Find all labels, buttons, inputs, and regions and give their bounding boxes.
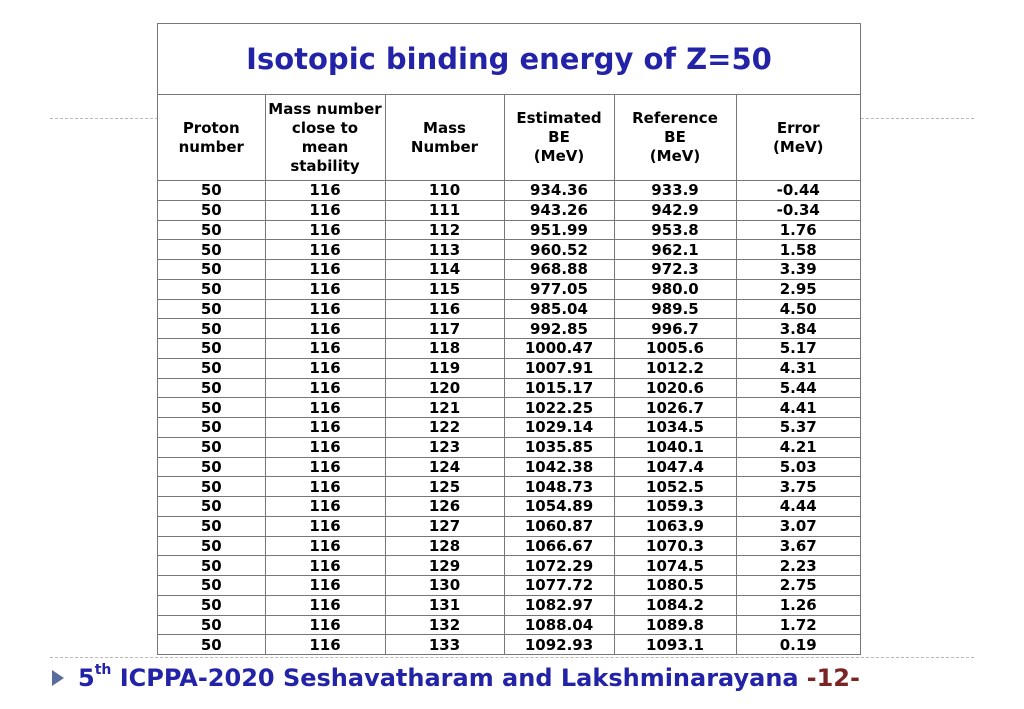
cell-proton-number: 50 [158, 556, 265, 576]
cell-mass-stability: 116 [265, 319, 385, 339]
cell-reference-be: 1012.2 [614, 358, 736, 378]
cell-reference-be: 1089.8 [614, 615, 736, 635]
cell-proton-number: 50 [158, 497, 265, 517]
cell-mass-stability: 116 [265, 279, 385, 299]
table-body [158, 181, 860, 655]
cell-estimated-be: 992.85 [504, 319, 614, 339]
cell-estimated-be: 1035.85 [504, 437, 614, 457]
cell-estimated-be: 1054.89 [504, 497, 614, 517]
cell-estimated-be: 1092.93 [504, 635, 614, 654]
cell-error: 4.44 [736, 497, 860, 517]
cell-error: 1.76 [736, 220, 860, 240]
cell-mass-number: 125 [385, 477, 504, 497]
header-reference-be: Reference BE (MeV) [614, 95, 736, 181]
cell-reference-be: 1020.6 [614, 378, 736, 398]
cell-reference-be: 1034.5 [614, 418, 736, 438]
cell-reference-be: 953.8 [614, 220, 736, 240]
cell-estimated-be: 985.04 [504, 299, 614, 319]
table-row [158, 576, 860, 596]
cell-proton-number: 50 [158, 398, 265, 418]
cell-estimated-be: 960.52 [504, 240, 614, 260]
page-number: -12- [806, 664, 860, 692]
cell-reference-be: 1080.5 [614, 576, 736, 596]
table-row [158, 299, 860, 319]
cell-proton-number: 50 [158, 339, 265, 359]
cell-mass-stability: 116 [265, 576, 385, 596]
cell-reference-be: 1047.4 [614, 457, 736, 477]
cell-mass-number: 133 [385, 635, 504, 654]
cell-mass-stability: 116 [265, 418, 385, 438]
cell-mass-stability: 116 [265, 181, 385, 201]
cell-estimated-be: 943.26 [504, 200, 614, 220]
cell-proton-number: 50 [158, 378, 265, 398]
data-table [158, 95, 860, 654]
cell-proton-number: 50 [158, 279, 265, 299]
cell-reference-be: 972.3 [614, 260, 736, 280]
table-row [158, 457, 860, 477]
header-error: Error (MeV) [736, 95, 860, 181]
table-row [158, 339, 860, 359]
table-row [158, 279, 860, 299]
cell-mass-stability: 116 [265, 595, 385, 615]
cell-mass-stability: 116 [265, 437, 385, 457]
cell-error: 2.75 [736, 576, 860, 596]
footer [52, 660, 860, 696]
cell-mass-number: 111 [385, 200, 504, 220]
cell-proton-number: 50 [158, 418, 265, 438]
cell-reference-be: 1059.3 [614, 497, 736, 517]
table-row [158, 536, 860, 556]
cell-mass-number: 114 [385, 260, 504, 280]
cell-reference-be: 1005.6 [614, 339, 736, 359]
cell-error: 4.31 [736, 358, 860, 378]
cell-mass-stability: 116 [265, 220, 385, 240]
cell-error: 5.44 [736, 378, 860, 398]
cell-error: 3.75 [736, 477, 860, 497]
cell-mass-number: 120 [385, 378, 504, 398]
cell-mass-number: 121 [385, 398, 504, 418]
cell-mass-stability: 116 [265, 516, 385, 536]
cell-mass-stability: 116 [265, 358, 385, 378]
cell-proton-number: 50 [158, 457, 265, 477]
cell-reference-be: 996.7 [614, 319, 736, 339]
cell-mass-number: 123 [385, 437, 504, 457]
table-row [158, 181, 860, 201]
cell-mass-stability: 116 [265, 398, 385, 418]
cell-proton-number: 50 [158, 595, 265, 615]
cell-reference-be: 962.1 [614, 240, 736, 260]
cell-proton-number: 50 [158, 319, 265, 339]
cell-error: 4.50 [736, 299, 860, 319]
table-row [158, 398, 860, 418]
cell-error: 4.21 [736, 437, 860, 457]
cell-estimated-be: 1022.25 [504, 398, 614, 418]
cell-mass-stability: 116 [265, 260, 385, 280]
cell-proton-number: 50 [158, 477, 265, 497]
cell-reference-be: 1074.5 [614, 556, 736, 576]
cell-error: 0.19 [779, 635, 817, 654]
cell-mass-number: 122 [385, 418, 504, 438]
cell-mass-number: 112 [385, 220, 504, 240]
cell-estimated-be: 1015.17 [504, 378, 614, 398]
header-estimated-be: Estimated BE (MeV) [504, 95, 614, 181]
cell-reference-be: 933.9 [614, 181, 736, 201]
cell-proton-number: 50 [158, 299, 265, 319]
cell-error: -0.34 [736, 200, 860, 220]
cell-reference-be: 989.5 [614, 299, 736, 319]
guide-line-bottom [50, 657, 974, 658]
cell-proton-number: 50 [158, 181, 265, 201]
cell-proton-number: 50 [158, 437, 265, 457]
cell-mass-stability: 116 [265, 615, 385, 635]
cell-proton-number: 50 [158, 536, 265, 556]
binding-energy-table [157, 23, 861, 655]
cell-reference-be: 1070.3 [614, 536, 736, 556]
table-title: Isotopic binding energy of Z=50 [158, 24, 860, 95]
cell-mass-stability: 116 [265, 240, 385, 260]
cell-estimated-be: 1077.72 [504, 576, 614, 596]
table-row [158, 497, 860, 517]
cell-mass-number: 110 [385, 181, 504, 201]
cell-error: 1.58 [736, 240, 860, 260]
table-row [158, 418, 860, 438]
cell-mass-stability: 116 [265, 457, 385, 477]
cell-estimated-be: 934.36 [504, 181, 614, 201]
cell-reference-be: 1052.5 [614, 477, 736, 497]
table-row [158, 615, 860, 635]
cell-mass-number: 126 [385, 497, 504, 517]
cell-mass-number: 128 [385, 536, 504, 556]
table-row [158, 516, 860, 536]
cell-mass-number: 127 [385, 516, 504, 536]
cell-error: 2.95 [736, 279, 860, 299]
cell-error: 3.07 [736, 516, 860, 536]
cell-error: 5.03 [736, 457, 860, 477]
cell-mass-number: 131 [385, 595, 504, 615]
cell-mass-stability: 116 [265, 200, 385, 220]
table-row [158, 378, 860, 398]
cell-reference-be: 1063.9 [614, 516, 736, 536]
cell-error: 2.23 [736, 556, 860, 576]
header-mass-stability: Mass number close to mean stability [265, 95, 385, 181]
cell-reference-be: 1093.1 [614, 635, 736, 654]
cell-proton-number: 50 [158, 260, 265, 280]
footer-ordinal-suffix: th [94, 662, 112, 678]
header-mass-number: Mass Number [385, 95, 504, 181]
cell-mass-number: 124 [385, 457, 504, 477]
table-row [158, 595, 860, 615]
cell-proton-number: 50 [158, 576, 265, 596]
table-row [158, 260, 860, 280]
table-row [158, 319, 860, 339]
cell-mass-stability: 116 [265, 299, 385, 319]
cell-estimated-be: 968.88 [504, 260, 614, 280]
footer-ordinal: 5 [78, 664, 95, 692]
cell-mass-number: 115 [385, 279, 504, 299]
cell-error: 5.17 [736, 339, 860, 359]
cell-reference-be: 942.9 [614, 200, 736, 220]
table-row [158, 477, 860, 497]
cell-mass-number: 116 [385, 299, 504, 319]
cell-proton-number: 50 [158, 220, 265, 240]
cell-estimated-be: 951.99 [504, 220, 614, 240]
cell-estimated-be: 1048.73 [504, 477, 614, 497]
cell-error: 3.84 [736, 319, 860, 339]
bullet-arrow-icon [52, 670, 64, 686]
footer-text: ICPPA-2020 Seshavatharam and Lakshminarayana [119, 664, 799, 692]
cell-mass-stability: 116 [265, 497, 385, 517]
cell-error: 5.37 [736, 418, 860, 438]
cell-mass-stability: 116 [265, 378, 385, 398]
cell-mass-stability: 116 [265, 339, 385, 359]
cell-proton-number: 50 [158, 200, 265, 220]
cell-mass-stability: 116 [265, 635, 385, 654]
cell-error: 3.39 [736, 260, 860, 280]
cell-mass-number: 118 [385, 339, 504, 359]
cell-mass-number: 117 [385, 319, 504, 339]
table-row [158, 240, 860, 260]
cell-mass-stability: 116 [265, 536, 385, 556]
cell-mass-number: 129 [385, 556, 504, 576]
cell-proton-number: 50 [158, 516, 265, 536]
cell-proton-number: 50 [158, 635, 265, 654]
table-row [158, 556, 860, 576]
cell-mass-number: 130 [385, 576, 504, 596]
cell-estimated-be: 1060.87 [504, 516, 614, 536]
cell-reference-be: 980.0 [614, 279, 736, 299]
cell-error: 1.72 [736, 615, 860, 635]
header-row [158, 95, 860, 181]
table-row [158, 358, 860, 378]
cell-estimated-be: 1029.14 [504, 418, 614, 438]
cell-proton-number: 50 [158, 358, 265, 378]
cell-proton-number: 50 [158, 615, 265, 635]
table-row [158, 635, 860, 654]
cell-mass-stability: 116 [265, 477, 385, 497]
cell-estimated-be: 1007.91 [504, 358, 614, 378]
table-row [158, 220, 860, 240]
cell-proton-number: 50 [158, 240, 265, 260]
cell-reference-be: 1040.1 [614, 437, 736, 457]
cell-estimated-be: 1066.67 [504, 536, 614, 556]
cell-estimated-be: 1042.38 [504, 457, 614, 477]
cell-mass-number: 119 [385, 358, 504, 378]
cell-error: 3.67 [736, 536, 860, 556]
cell-estimated-be: 1072.29 [504, 556, 614, 576]
cell-estimated-be: 1082.97 [504, 595, 614, 615]
cell-error: 4.41 [736, 398, 860, 418]
cell-estimated-be: 1088.04 [504, 615, 614, 635]
cell-estimated-be: 977.05 [504, 279, 614, 299]
cell-error: 1.26 [736, 595, 860, 615]
cell-mass-number: 113 [385, 240, 504, 260]
cell-reference-be: 1084.2 [614, 595, 736, 615]
header-proton-number: Proton number [158, 95, 265, 181]
table-row [158, 437, 860, 457]
cell-estimated-be: 1000.47 [504, 339, 614, 359]
cell-mass-number: 132 [385, 615, 504, 635]
table-row [158, 200, 860, 220]
cell-mass-stability: 116 [265, 556, 385, 576]
cell-error: -0.44 [736, 181, 860, 201]
cell-reference-be: 1026.7 [614, 398, 736, 418]
